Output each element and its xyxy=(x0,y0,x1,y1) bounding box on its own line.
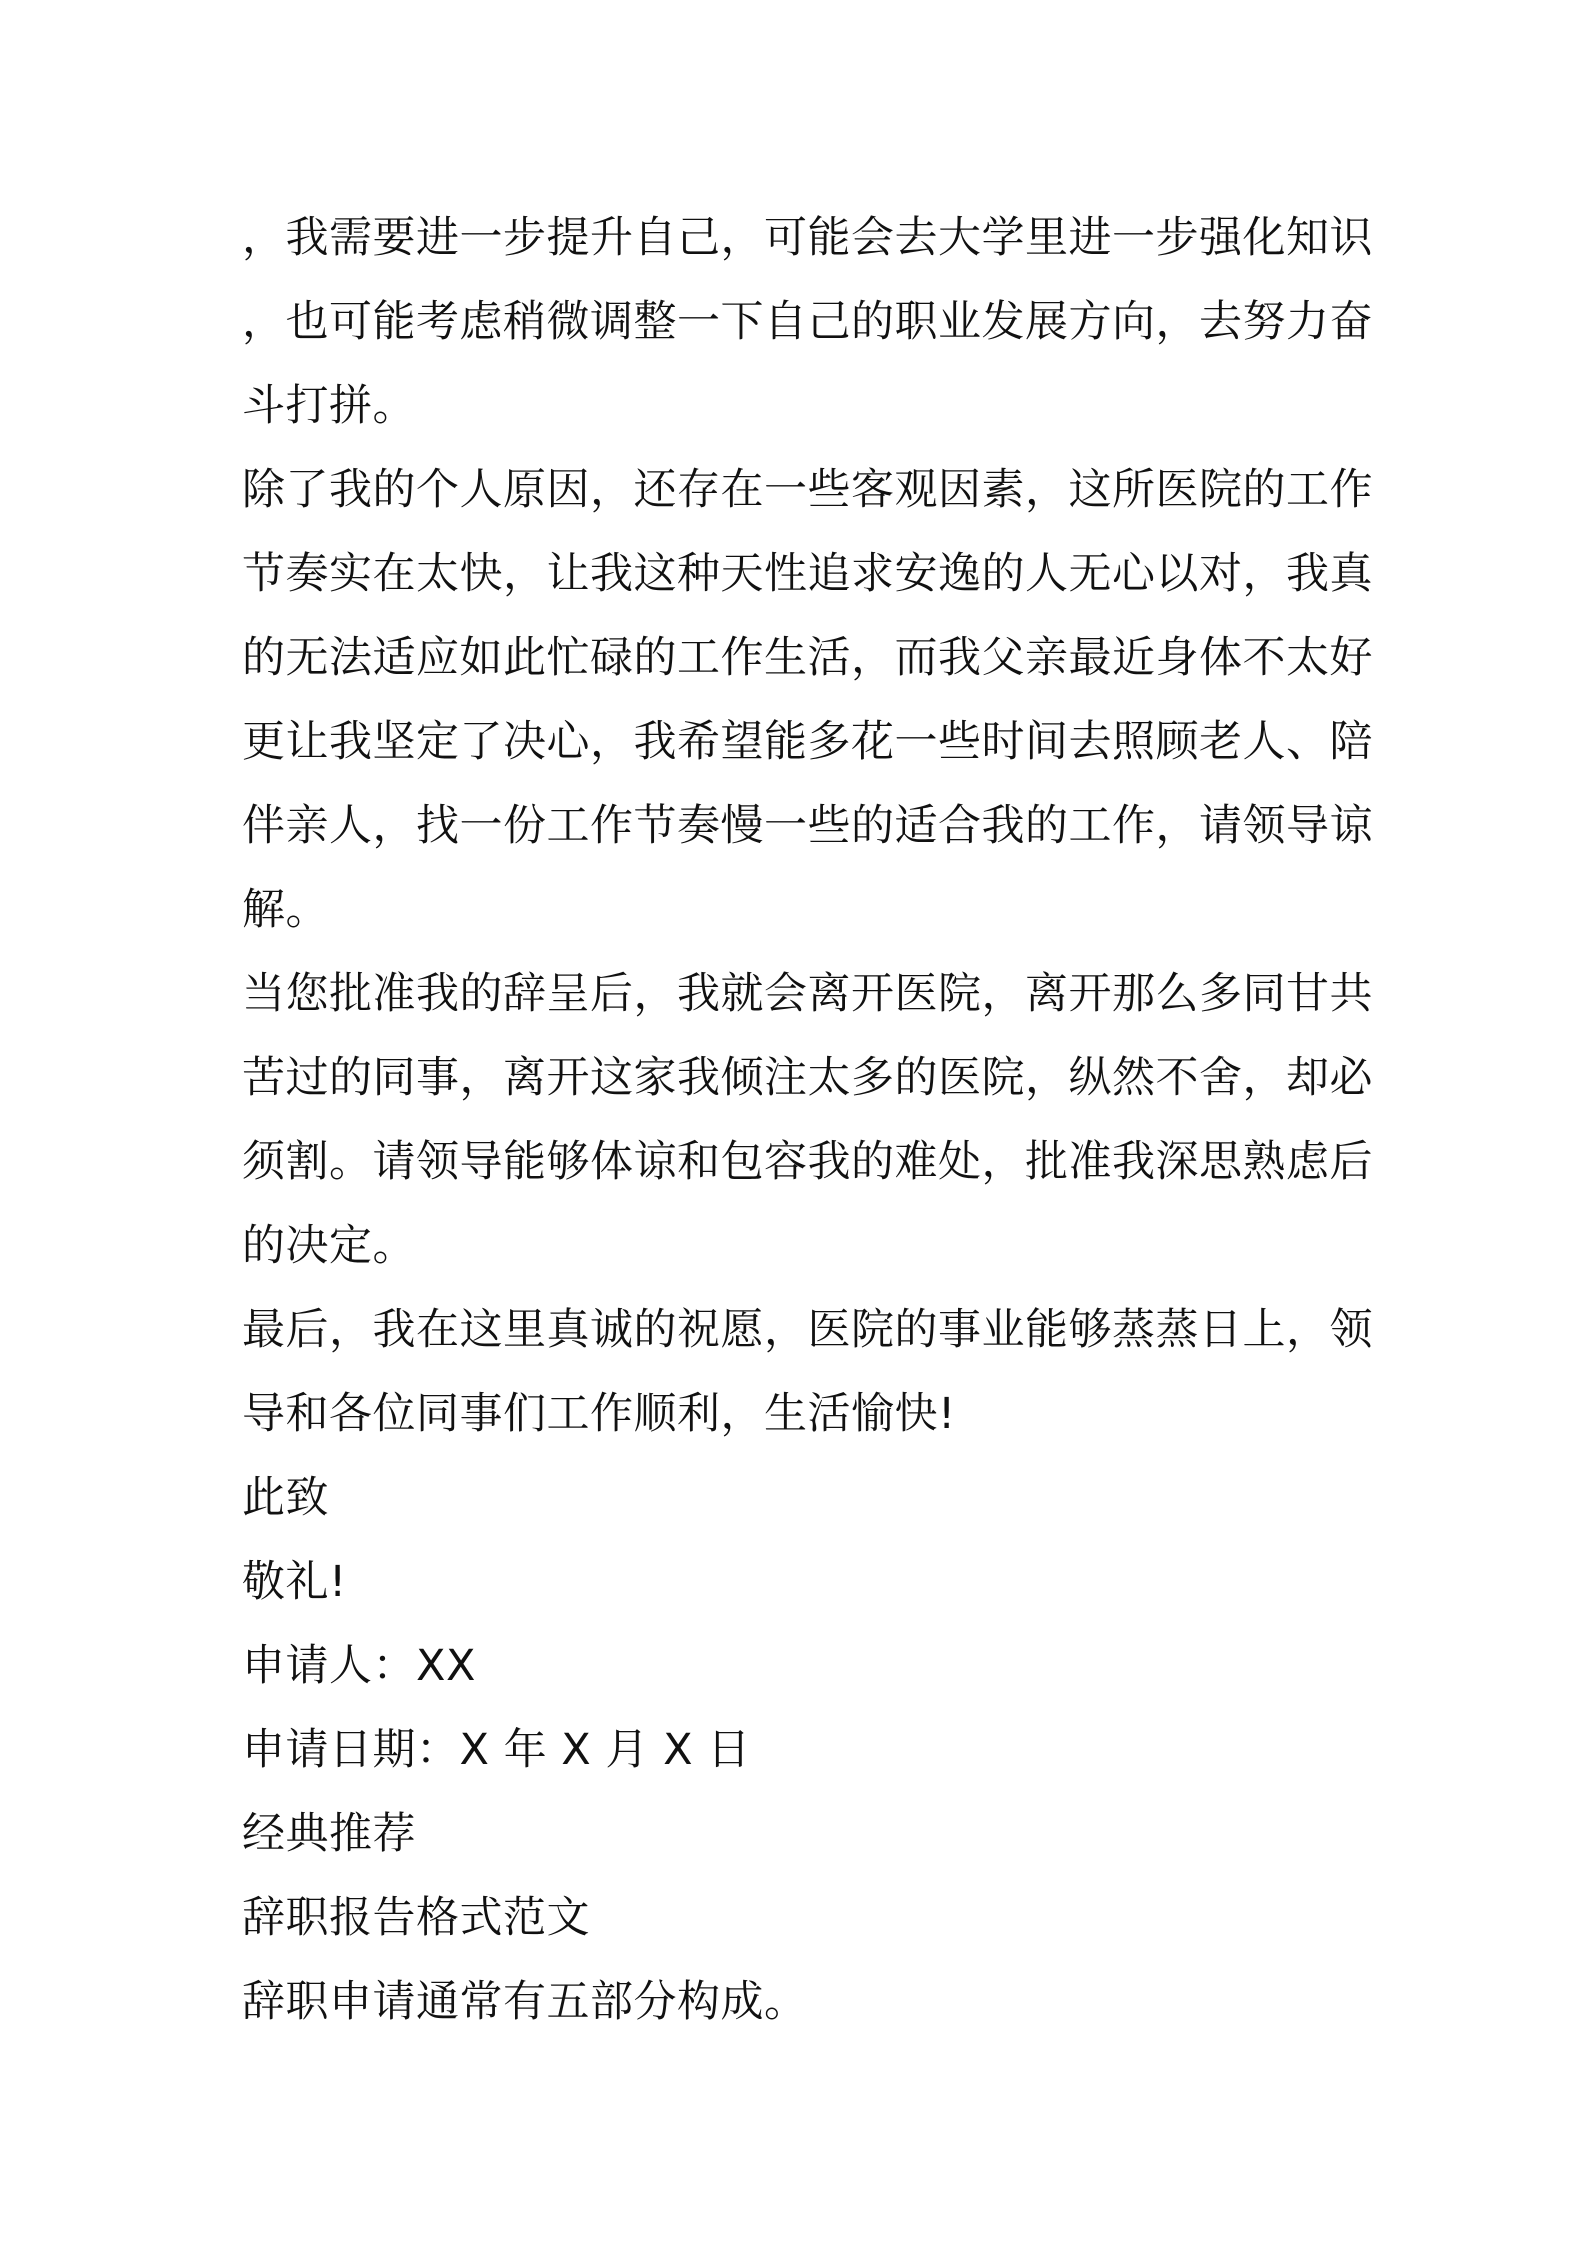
text-line: 须割。请领导能够体谅和包容我的难处，批准我深思熟虑后 xyxy=(242,1137,1373,1187)
recommend-heading: 经典推荐 xyxy=(242,1809,416,1859)
text-line: 除了我的个人原因，还存在一些客观因素，这所医院的工作 xyxy=(242,465,1373,515)
text-line: 斗打拼。 xyxy=(242,381,416,431)
text-line: 更让我坚定了决心，我希望能多花一些时间去照顾老人、陪 xyxy=(242,717,1373,767)
text-line: 节奏实在太快，让我这种天性追求安逸的人无心以对，我真 xyxy=(242,549,1373,599)
paragraph-leaving xyxy=(242,952,1373,1288)
text-line: 伴亲人，找一份工作节奏慢一些的适合我的工作，请领导谅 xyxy=(242,801,1373,851)
document-body xyxy=(242,196,1373,2044)
recommend-title: 辞职报告格式范文 xyxy=(242,1893,590,1943)
application-date-line: 申请日期：X 年 X 月 X 日 xyxy=(242,1725,751,1775)
paragraph-further-study xyxy=(242,196,1373,448)
text-line: 的无法适应如此忙碌的工作生活，而我父亲最近身体不太好 xyxy=(242,633,1373,683)
text-line: 的决定。 xyxy=(242,1221,416,1271)
text-line: 苦过的同事，离开这家我倾注太多的医院，纵然不舍，却必 xyxy=(242,1053,1373,1103)
text-line: 当您批准我的辞呈后，我就会离开医院，离开那么多同甘共 xyxy=(242,969,1373,1019)
paragraph-wishes xyxy=(242,1288,1373,1456)
closing-text: 此致 xyxy=(242,1473,329,1523)
text-line: ，我需要进一步提升自己，可能会去大学里进一步强化知识 xyxy=(242,213,1373,263)
text-line: ，也可能考虑稍微调整一下自己的职业发展方向，去努力奋 xyxy=(242,297,1373,347)
text-line: 解。 xyxy=(242,885,329,935)
text-line: 导和各位同事们工作顺利，生活愉快! xyxy=(242,1389,956,1439)
recommend-intro: 辞职申请通常有五部分构成。 xyxy=(242,1977,808,2027)
salute-text: 敬礼! xyxy=(242,1557,347,1607)
applicant-line: 申请人：XX xyxy=(242,1641,476,1691)
text-line: 最后，我在这里真诚的祝愿，医院的事业能够蒸蒸日上，领 xyxy=(242,1305,1373,1355)
paragraph-objective-reasons xyxy=(242,448,1373,952)
